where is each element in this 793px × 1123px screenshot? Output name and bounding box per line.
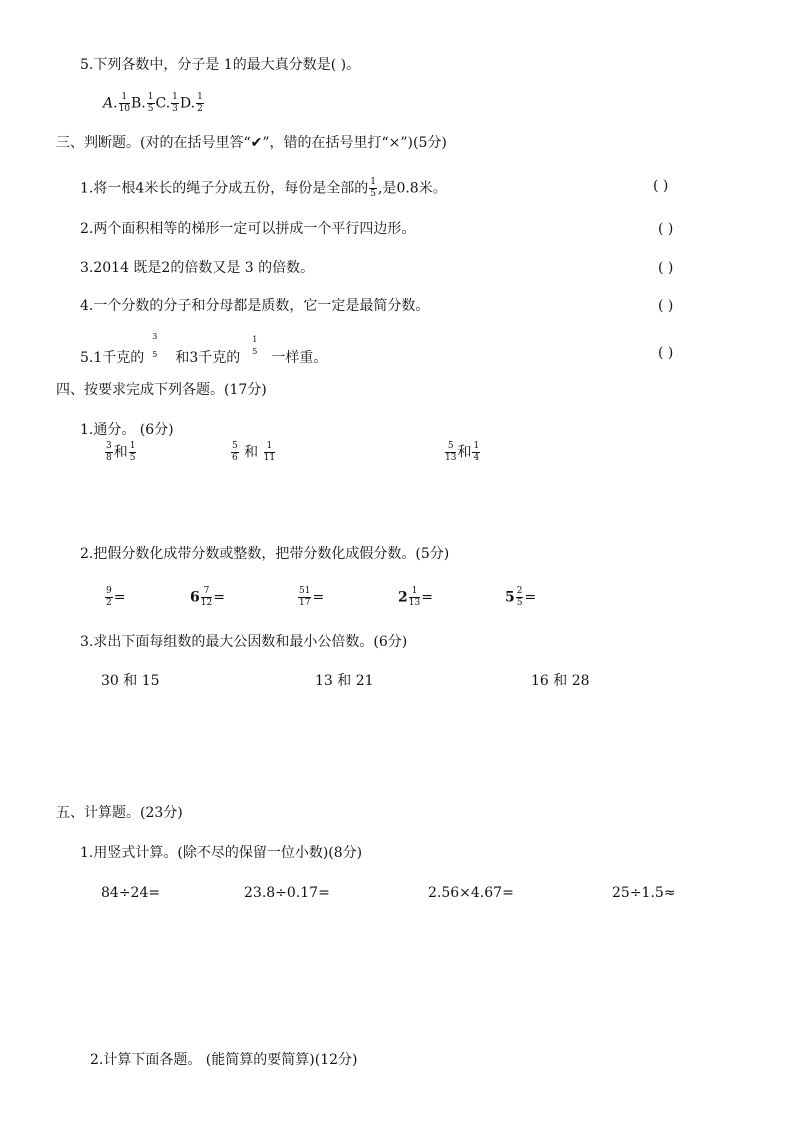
option-a-fraction: $\frac{1}{10}$ (118, 92, 131, 114)
option-b-letter: B. (131, 95, 146, 112)
option-d-fraction: $\frac{1}{2}$ (197, 92, 203, 114)
common-denominator-item-1: $\frac{3}{8}$ 和 $\frac{1}{5}$ (106, 441, 136, 463)
option-b-fraction: $\frac{1}{5}$ (147, 92, 154, 114)
section-3-title: 三、判断题。(对的在括号里答“✔”，错的在括号里打“×”)(5分) (56, 135, 447, 151)
convert-item-2: 6 $\frac{7}{12}$ = (190, 586, 225, 608)
convert-item-1: $\frac{9}{2}$ = (106, 586, 126, 608)
answer-paren-4[interactable]: ( ) (658, 298, 674, 314)
section-4-title: 四、按要求完成下列各题。(17分) (56, 382, 267, 398)
option-a-letter: A. (103, 95, 118, 112)
part-1-vertical-calc: 1.用竖式计算。(除不尽的保留一位小数)(8分) (80, 845, 363, 861)
part-3-title: 3.求出下面每组数的最大公因数和最小公倍数。(6分) (80, 634, 408, 650)
gcd-lcm-item-3: 16 和 28 (531, 673, 590, 689)
gcd-lcm-item-2: 13 和 21 (315, 673, 374, 689)
part-1-title: 1.通分。 (6分) (80, 422, 174, 438)
answer-paren-2[interactable]: ( ) (658, 221, 674, 237)
common-denominator-item-3: $\frac{5}{13}$ 和 $\frac{1}{4}$ (445, 441, 480, 463)
calc-item-2: 23.8÷0.17= (244, 885, 330, 901)
judge-item-5: 5.1千克的 3 5 和3千克的 1 5 一样重。 (80, 332, 328, 366)
judge-1-fraction: $\frac{1}{5}$ (370, 177, 376, 199)
judge-item-4: 4.一个分数的分子和分母都是质数，它一定是最简分数。 (80, 298, 430, 314)
choice-options (103, 93, 205, 114)
question-5-choice: 5.下列各数中，分子是 1的最大真分数是( )。 (80, 57, 361, 73)
part-2-simplify-calc: 2.计算下面各题。 (能简算的要简算)(12分) (90, 1052, 358, 1068)
judge-5-fraction-2: 1 5 (252, 335, 258, 356)
calc-item-1: 84÷24= (101, 885, 161, 901)
answer-paren-3[interactable]: ( ) (658, 260, 674, 276)
option-c-letter: C. (155, 95, 171, 112)
section-5-title: 五、计算题。(23分) (56, 805, 183, 821)
convert-item-3: $\frac{51}{17}$ = (299, 586, 325, 608)
answer-paren-5[interactable]: ( ) (658, 345, 674, 361)
convert-item-4: 2 $\frac{1}{13}$ = (398, 586, 433, 608)
common-denominator-item-2: $\frac{5}{6}$ 和 $\frac{1}{11}$ (232, 441, 276, 463)
calc-item-4: 25÷1.5≈ (612, 885, 676, 901)
part-2-title: 2.把假分数化成带分数或整数，把带分数化成假分数。(5分) (80, 546, 450, 562)
gcd-lcm-item-1: 30 和 15 (101, 673, 160, 689)
calc-item-3: 2.56×4.67= (428, 885, 514, 901)
judge-5-fraction-1: 3 5 (152, 332, 158, 359)
judge-item-1: 1.将一根4米长的绳子分成五份，每份是全部的 $\frac{1}{5}$ ,是0.8米。 (80, 177, 447, 199)
convert-item-5: 5 $\frac{2}{5}$ = (505, 586, 537, 608)
option-c-fraction: $\frac{1}{3}$ (172, 92, 178, 114)
answer-paren-1[interactable]: ( ) (653, 178, 669, 194)
option-d-letter: D. (179, 95, 196, 112)
judge-item-3: 3.2014 既是2的倍数又是 3 的倍数。 (80, 260, 315, 276)
judge-item-2: 2.两个面积相等的梯形一定可以拼成一个平行四边形。 (80, 221, 416, 237)
